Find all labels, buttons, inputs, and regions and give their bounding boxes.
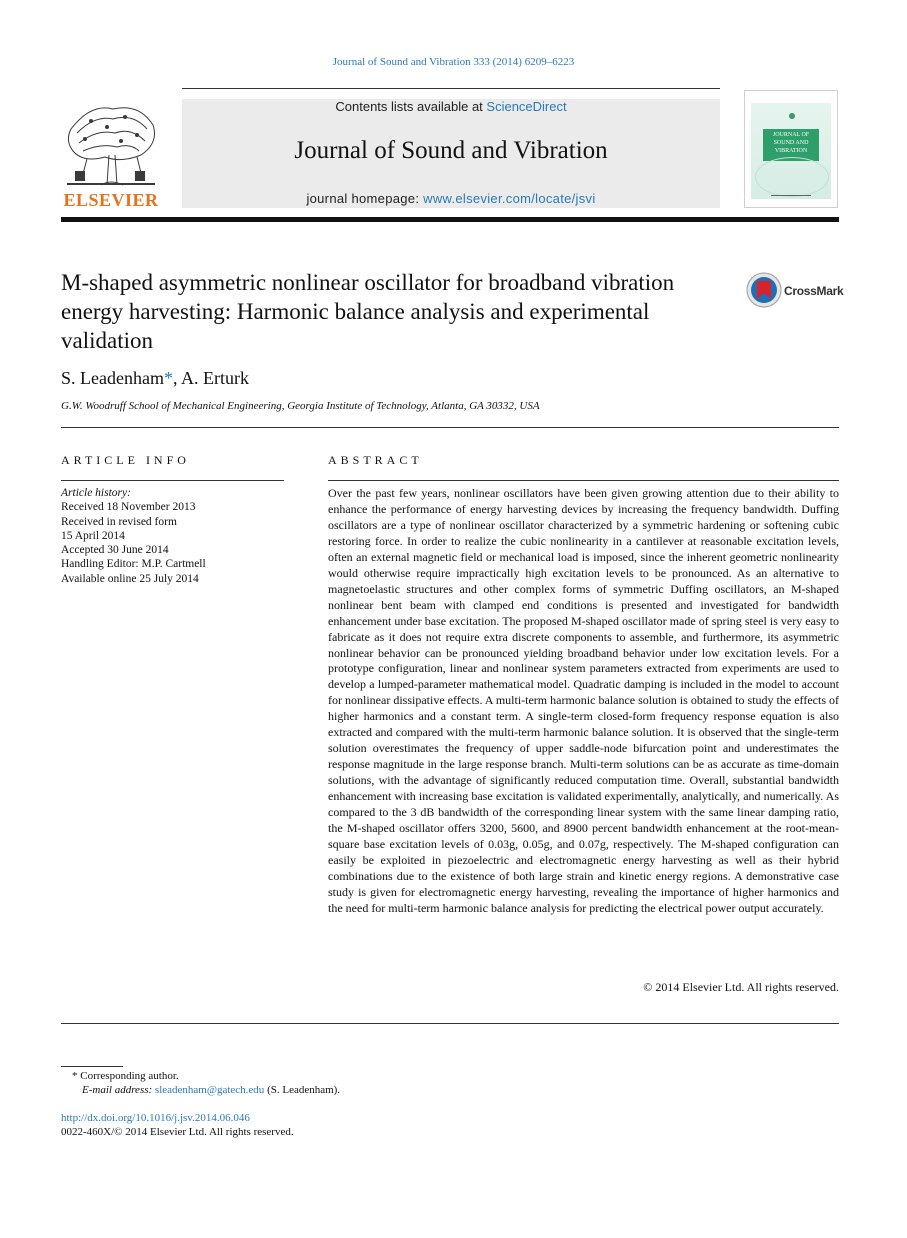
- journal-citation-link[interactable]: Journal of Sound and Vibration 333 (2014) 6209–6223: [332, 56, 575, 68]
- author-list: [61, 368, 249, 389]
- history-line: Received 18 November 2013: [61, 501, 196, 514]
- article-info-rule: [61, 480, 284, 481]
- doi-link[interactable]: http://dx.doi.org/10.1016/j.jsv.2014.06.046: [61, 1112, 250, 1124]
- history-label: Article history:: [61, 487, 131, 499]
- author-affiliation: G.W. Woodruff School of Mechanical Engineering, Georgia Institute of Technology, Atlanta, GA 30332, USA: [61, 400, 540, 412]
- crossmark-label[interactable]: CrossMark: [784, 284, 844, 298]
- history-line: Accepted 30 June 2014: [61, 544, 169, 557]
- email-suffix: (S. Leadenham).: [264, 1084, 341, 1096]
- email-footnote: [82, 1084, 340, 1096]
- header-bottom-rule: [61, 217, 839, 222]
- cover-dot-icon: [789, 113, 795, 119]
- email-link[interactable]: sleadenham@gatech.edu: [154, 1084, 265, 1096]
- affiliation-rule: [61, 427, 839, 428]
- history-line: 15 April 2014: [61, 529, 125, 542]
- article-title: M-shaped asymmetric nonlinear oscillator for broadband vibration energy harvesting: Harmonic balance analysis and experimental validation: [61, 270, 675, 353]
- history-line: Available online 25 July 2014: [61, 572, 199, 585]
- article-info-heading: ARTICLE INFO: [61, 453, 190, 467]
- abstract-text: Over the past few years, nonlinear oscillators have been given growing attention due to their ability to enhance the performance of energy harvesting devices by increasing the frequency bandwidth. Duffing oscillators are a type of nonlinear oscillator characterized by a symmetric hardening or softening cubic restoring force. In order to realize the cubic nonlinearity in a cantilever at reasonable excitation levels, often an external magnetic field or mechanical load is imposed, since the inherent geometric nonlinearity would otherwise require impractically high excitation levels to be pronounced. As an alternative to magnetoelastic structures and other complex forms of symmetric Duffing oscillators, an M-shaped nonlinear bent beam with clamped end conditions is presented and investigated for bandwidth enhancement under base excitation. The proposed M-shaped oscillator made of spring steel is very easy to fabricate as it does not require extra discrete components to assemble, and furthermore, its asymmetric nonlinear behavior can be pronounced yielding broadband behavior under low excitation levels. For a prototype configuration, linear and nonlinear system parameters extracted from experiments are used to develop a lumped-parameter mathematical model. Quadratic damping is included in the model to account for nonlinear dissipative effects. A multi-term harmonic balance solution is obtained to study the effects of higher harmonics and a constant term. A single-term closed-form frequency response equation is also extracted and compared with the multi-term harmonic balance solution. It is observed that the single-term solution overestimates the frequency of upper saddle-node bifurcation point and underestimates the response magnitude in the large response branch. Multi-term solutions can be as accurate as time-domain solutions, with the advantage of significantly reduced computation time. Overall, substantial bandwidth enhancement with increasing base excitation is validated experimentally, analytically, and numerically. As compared to the 3 dB bandwidth of the corresponding linear system with the same linear damping ratio, the M-shaped oscillator offers 3200, 5600, and 8900 percent bandwidth enhancement at the root-mean-square base excitation levels of 0.03g, 0.05g, and 0.07g, respectively. The M-shaped configuration can easily be exploited in piezoelectric and electromagnetic energy harvesting as well as their hybrid combinations due to the existence of both large strain and kinetic energy regions. A demonstrative case study is given for electromagnetic energy harvesting, revealing the importance of higher harmonics and the need for multi-term harmonic balance analysis for predicting the electrical power output accurately.: [328, 486, 839, 915]
- sciencedirect-link[interactable]: ScienceDirect: [486, 99, 567, 114]
- abstract-copyright: © 2014 Elsevier Ltd. All rights reserved.: [643, 980, 839, 994]
- journal-title: Journal of Sound and Vibration: [294, 137, 608, 164]
- author-separator: ,: [172, 368, 181, 388]
- article-history: [61, 486, 291, 586]
- corresponding-author-mark[interactable]: *: [163, 368, 173, 388]
- history-line: Received in revised form: [61, 515, 177, 528]
- cover-footer-rule: [771, 195, 811, 204]
- header-top-rule: [182, 88, 720, 89]
- email-label: E-mail address:: [82, 1084, 155, 1096]
- author-name: S. Leadenham: [61, 368, 164, 388]
- abstract-rule: [328, 480, 839, 481]
- author-name: A. Erturk: [180, 368, 249, 388]
- issn-copyright: 0022-460X/© 2014 Elsevier Ltd. All rights reserved.: [61, 1126, 294, 1138]
- journal-cover-thumbnail[interactable]: [744, 90, 838, 208]
- contents-line: [182, 99, 720, 114]
- body-end-rule: [61, 1023, 839, 1024]
- history-line: Handling Editor: M.P. Cartmell: [61, 558, 206, 571]
- footnote-rule: [61, 1066, 123, 1067]
- contents-prefix: Contents lists available at: [335, 99, 487, 114]
- journal-homepage-line: [182, 191, 720, 206]
- cover-title: JOURNAL OF SOUND AND VIBRATION: [763, 129, 819, 161]
- corresponding-author-footnote: * Corresponding author.: [72, 1070, 179, 1082]
- abstract-heading: ABSTRACT: [328, 453, 423, 467]
- homepage-prefix: journal homepage:: [306, 191, 424, 206]
- homepage-link[interactable]: www.elsevier.com/locate/jsvi: [423, 191, 596, 206]
- elsevier-wordmark[interactable]: ELSEVIER: [63, 190, 159, 210]
- cover-ring-graphic: [755, 157, 829, 197]
